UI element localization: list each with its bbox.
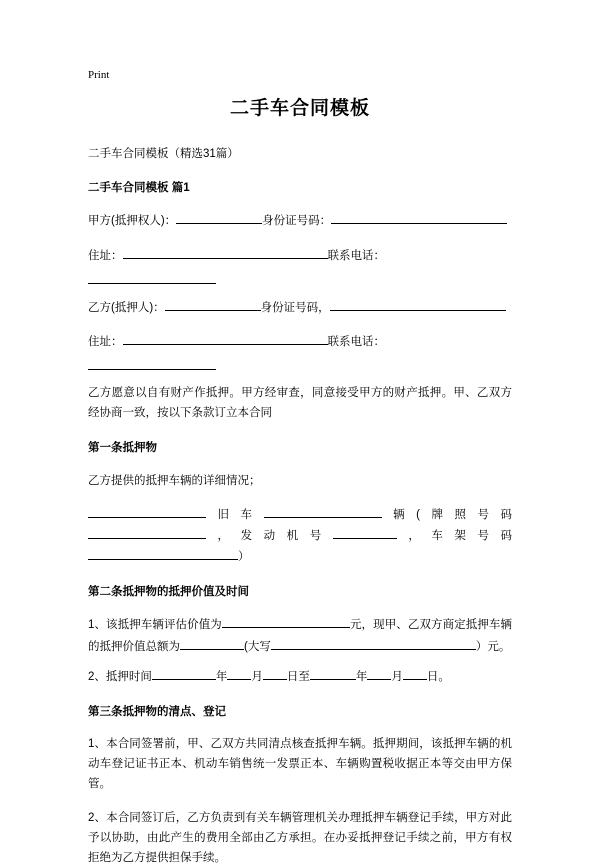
total-amount-blank[interactable] (180, 636, 244, 650)
party-a-address-blank[interactable] (123, 245, 328, 259)
party-a-name-blank[interactable] (176, 210, 262, 224)
party-b-id-blank[interactable] (330, 297, 506, 311)
year-label-1: 年 (215, 670, 228, 683)
uppercase-blank[interactable] (271, 636, 476, 650)
article-2-paragraph-2 (88, 666, 512, 687)
start-day-blank[interactable] (263, 666, 287, 680)
party-a-phone-blank[interactable] (88, 270, 216, 284)
document-subtitle: 二手车合同模板（精选31篇） (88, 147, 239, 160)
party-b-line (88, 297, 512, 318)
article-1-title: 第一条抵押物 (88, 442, 157, 455)
vehicle-blank-1[interactable] (88, 504, 206, 518)
end-month-blank[interactable] (367, 666, 391, 680)
phone-label-a: 联系电话： (327, 249, 385, 262)
month-label-1: 月 (251, 670, 263, 683)
party-b-name-blank[interactable] (165, 297, 261, 311)
print-button[interactable]: Print (88, 69, 110, 81)
address-label-a: 住址： (88, 249, 123, 262)
close-paren: ） (238, 550, 250, 563)
article-2-paragraph-1 (88, 614, 512, 656)
section-heading: 二手车合同模板 篇1 (88, 181, 190, 194)
intro-paragraph: 乙方愿意以自有财产作抵押。甲方经审查，同意接受甲方的财产抵押。甲、乙双方经协商一致，按以下条款订立本合同 (88, 386, 512, 419)
vehicle-blank-2[interactable] (264, 504, 382, 518)
engine-blank[interactable] (333, 525, 397, 539)
start-month-blank[interactable] (227, 666, 251, 680)
engine-label: ，发动机号 (206, 529, 333, 542)
year-label-2: 年 (355, 670, 368, 683)
yuan-label: ）元。 (475, 640, 511, 653)
old-car-label: 旧车 (206, 508, 264, 521)
article-2-title: 第二条抵押物的抵押价值及时间 (88, 586, 249, 599)
plate-label: 辆(牌照号码 (381, 508, 512, 521)
vin-blank[interactable] (88, 546, 238, 560)
appraisal-label: 1、该抵押车辆评估价值为 (88, 619, 222, 632)
to-label: 日至 (286, 670, 310, 683)
vin-label: ，车架号码 (396, 529, 513, 542)
party-b-label: 乙方(抵押人)： (88, 301, 165, 314)
article-1-paragraph-2 (88, 504, 512, 567)
party-b-address-line (88, 331, 512, 370)
article-3-paragraph-1: 1、本合同签署前，甲、乙双方共同清点核查抵押车辆。抵押期间，该抵押车辆的机动车登记证书正本、机动车销售统一发票正本、车辆购置税收据正本等交由甲方保管。 (88, 738, 512, 791)
party-a-id-blank[interactable] (331, 210, 507, 224)
article-1-paragraph-1: 乙方提供的抵押车辆的详细情况； (88, 474, 261, 487)
party-a-id-label: 身份证号码： (262, 215, 332, 228)
start-year-blank[interactable] (152, 666, 216, 680)
month-label-2: 月 (391, 670, 403, 683)
day-label-2: 日。 (426, 670, 450, 683)
address-label-b: 住址： (88, 335, 123, 348)
page-title: 二手车合同模板 (229, 98, 370, 119)
party-a-address-line (88, 245, 512, 284)
end-day-blank[interactable] (403, 666, 427, 680)
article-3-paragraph-2: 2、本合同签订后，乙方负责到有关车辆管理机关办理抵押车辆登记手续，甲方对此予以协助，由此产生的费用全部由乙方承担。在办妥抵押登记手续之前，甲方有权拒绝为乙方提供担保手续。 (88, 811, 512, 864)
end-year-blank[interactable] (310, 666, 356, 680)
mortgage-time-label: 2、抵押时间 (88, 670, 152, 683)
party-a-line (88, 210, 512, 231)
party-a-label: 甲方(抵押权人)： (88, 215, 177, 228)
uppercase-label: (大写 (244, 640, 271, 653)
party-b-phone-blank[interactable] (88, 356, 216, 370)
plate-blank[interactable] (88, 525, 206, 539)
article-3-title: 第三条抵押物的清点、登记 (88, 705, 226, 718)
mortgage-value-label: 元，现甲、乙双方商定抵押车辆的抵押价值总额为 (88, 619, 513, 653)
phone-label-b: 联系电话： (327, 335, 385, 348)
party-b-id-label: 身份证号码， (260, 301, 330, 314)
party-b-address-blank[interactable] (123, 331, 328, 345)
appraisal-blank[interactable] (222, 614, 350, 628)
